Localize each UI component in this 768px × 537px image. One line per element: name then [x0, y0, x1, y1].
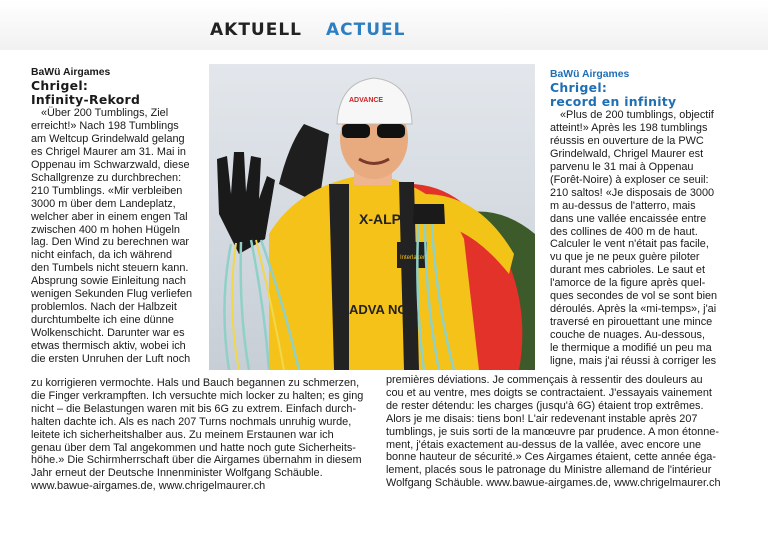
body-text-line: «Über 200 Tumblings, Ziel [41, 107, 169, 120]
body-text-line: wenigen Sekunden Flug verliefen [31, 288, 193, 301]
body-text-line: premières déviations. Je commençais à ressentir des douleurs au [386, 374, 703, 386]
body-text-line: réussis en ouverture de la PWC [550, 135, 704, 148]
body-text-line: die ersten Unruhen der Luft noch [31, 352, 191, 365]
body-text-line: den Tumbels nicht steuern kann. [31, 262, 189, 275]
body-text-line: zu korrigieren vermochte. Hals und Bauch begannen zu schmerzen, [31, 377, 360, 389]
body-text-line: m au-dessus de l'atterro, mais [550, 199, 696, 212]
body-text-line: Alors je me disais: tiens bon! L'air redevenant instable après 207 [386, 412, 698, 425]
body-text-line: erreicht!» Nach 198 Tumblings [31, 120, 179, 133]
article-de-continuation [31, 377, 376, 493]
article-de-kicker: BaWü Airgames [31, 67, 111, 78]
body-text-line: höhe.» Die Schirmherrschaft über die Airgames übernahm in diesem [31, 454, 362, 467]
section-title-de: AKTUELL [210, 20, 303, 40]
article-de-body [31, 107, 206, 365]
body-text-line: leitete ich sicherheitshalber aus. Zu meinem Erstaunen war ich [31, 428, 334, 441]
body-text-line: 210 saltos! «Je disposais de 3000 [550, 186, 715, 199]
body-text-line: die Finger verkrampften. Ich versuchte mich locker zu halten; es ging [31, 389, 364, 402]
body-text-line: «Plus de 200 tumblings, objectif [560, 109, 714, 122]
body-text-line: déroulés. Après la «mi-temps», j'ai [550, 303, 717, 315]
body-text-line: am Weltcup Grindelwald gelang [31, 133, 185, 146]
badge-label: Interlaken [400, 255, 427, 261]
body-text-line: genau über dem Tal angekommen und hatte noch gute Sicherheits- [31, 441, 356, 454]
body-text-line: nicht – die Belastungen waren mit bis 6G zu extrem. Einfach durch- [31, 402, 357, 415]
body-text-line: le thermique a modifié un peu ma [550, 341, 712, 354]
body-text-line: tumblings, je suis sorti de la manœuvre par prudence. A mon étonne- [386, 425, 719, 438]
body-text-line: Absprung sowie Einleitung nach [31, 275, 186, 288]
body-text-line: zwischen 400 m hohen Hügeln [31, 223, 180, 236]
body-text-line: atteint!» Après les 198 tumblings [550, 122, 708, 135]
section-title-fr: ACTUEL [326, 20, 406, 40]
sunglasses-right [377, 124, 405, 138]
body-text-line: Jahr erneut der Deutsche Innenminister Wolfgang Schäuble. [31, 467, 323, 480]
jersey-logo-bottom: ADVA NC [349, 302, 407, 317]
body-text-line: vu que je ne peux guère piloter [550, 251, 700, 264]
paraglider-photo-image [209, 64, 535, 370]
article-de-headline-line1: Chrigel: [31, 78, 89, 93]
body-text-line: cou et au ventre, mes doigts se contractaient. J'essayais vainement [386, 386, 712, 399]
body-text-line: welcher aber in einem engen Tal [31, 210, 188, 223]
body-text-line: couche de nuages. Au-dessous, [550, 328, 705, 341]
body-text-line: ment, j'étais exactement au-dessus de la vallée, avec encore une [386, 438, 702, 451]
article-fr-continuation [386, 374, 731, 490]
body-text-line: durchtumbelte ich eine dünne [31, 313, 174, 326]
body-text-line: durant mes cabrioles. Le saut et [550, 264, 705, 277]
sunglasses-left [342, 124, 370, 138]
helmet-logo: ADVANCE [349, 97, 384, 104]
article-de-headline-line2: Infinity-Rekord [31, 92, 141, 108]
body-text-line: Calculer le vent n'était pas facile, [550, 238, 709, 251]
body-text-line: nicht einfach, da ich während [31, 249, 173, 262]
body-text-line: Wolfgang Schäuble. www.bawue-airgames.de, www.chrigelmaurer.ch [386, 477, 721, 490]
jersey-logo-top: X-ALPS [359, 211, 411, 227]
body-text-line: des collines de 400 m de haut. [550, 225, 698, 238]
body-text-line: de rester détendu: les charges (jusqu'à 6G) étaient trop extrêmes. [386, 399, 704, 412]
article-fr-headline-line1: Chrigel: [550, 80, 608, 95]
body-text-line: lag. Den Wind zu berechnen war [31, 236, 189, 249]
body-text-line: Oppenau im Schwarzwald, diese [31, 159, 190, 172]
body-text-line: parvenu le 31 mai à Oppenau [550, 161, 694, 174]
paraglider-photo [209, 64, 535, 370]
body-text-line: lement, placés sous le patronage du Ministre allemand de l'intérieur [386, 464, 712, 477]
article-fr-body [550, 109, 725, 367]
body-text-line: traversé en pirouettant une mince [550, 315, 713, 328]
body-text-line: ligne, mais j'ai réussi à corriger les [550, 354, 717, 367]
body-text-line: Wolkenschicht. Darunter war es [31, 326, 185, 339]
body-text-line: Schallgrenze zu durchbrechen: [31, 171, 182, 184]
body-text-line: halten dachte ich. Als es nach 207 Turns nochmals unruhig wurde, [31, 415, 352, 428]
article-de-column [31, 66, 206, 366]
body-text-line: problemlos. Nach der Halbzeit [31, 301, 177, 313]
article-fr-column [550, 68, 725, 368]
body-text-line: 3000 m über dem Landeplatz, [31, 197, 176, 210]
body-text-line: es Chrigel Maurer am 31. Mai in [31, 146, 186, 159]
body-text-line: (Forêt-Noire) à exploser ce seuil: [550, 173, 709, 186]
body-text-line: www.bawue-airgames.de, www.chrigelmaurer.ch [31, 480, 266, 493]
article-fr-headline-line2: record en infinity [550, 94, 677, 110]
body-text-line: bonne hauteur de sécurité.» Ces Airgames étaient, cette année éga- [386, 451, 716, 464]
glove-right [413, 204, 445, 224]
body-text-line: etwas thermisch aktiv, wobei ich [31, 339, 186, 352]
body-text-line: 210 Tumblings. «Mir verbleiben [31, 184, 183, 197]
article-fr-kicker: BaWü Airgames [550, 69, 630, 80]
body-text-line: ques secondes de vol se sont bien [550, 290, 718, 303]
body-text-line: l'amorce de la figure après quel- [550, 277, 706, 290]
body-text-line: Grindelwald, Chrigel Maurer est [550, 148, 704, 161]
body-text-line: dans une vallée encaissée entre [550, 212, 707, 225]
